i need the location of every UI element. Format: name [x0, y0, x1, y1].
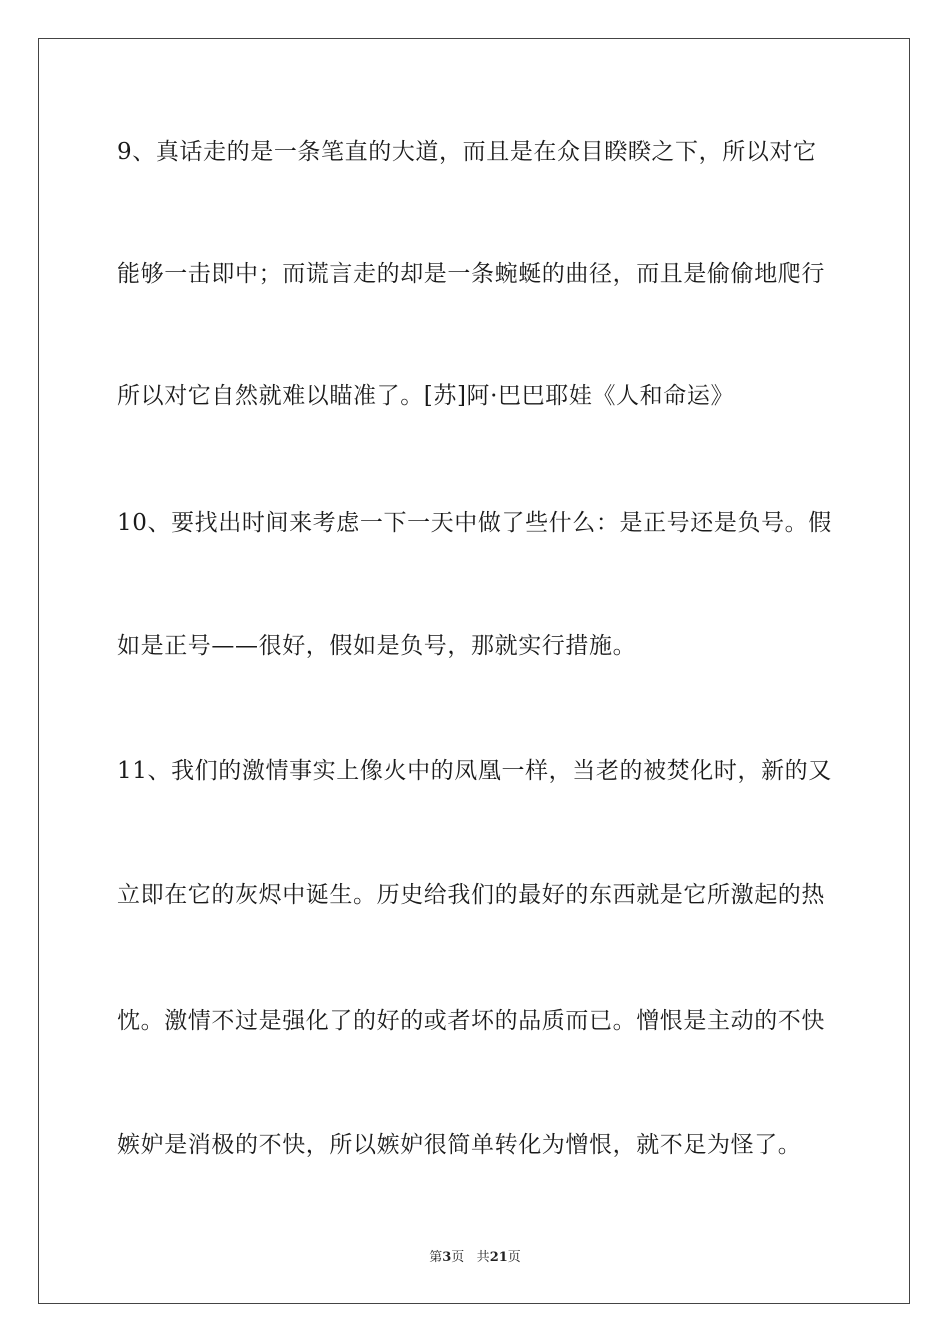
page-prefix: 第 — [429, 1250, 443, 1265]
total-pages: 21 — [489, 1250, 508, 1265]
text-line-6: 11、我们的激情事实上像火中的凤凰一样，当老的被焚化时，新的又 — [117, 758, 832, 784]
text-line-8: 忱。激情不过是强化了的好的或者坏的品质而已。憎恨是主动的不快 — [117, 1008, 825, 1034]
text-line-9: 嫉妒是消极的不快，所以嫉妒很简单转化为憎恨，就不足为怪了。 — [117, 1132, 802, 1158]
page-footer — [0, 1246, 950, 1265]
text-line-3: 所以对它自然就难以瞄准了。[苏]阿·巴巴耶娃《人和命运》 — [117, 383, 735, 409]
page-suffix: 页 — [451, 1250, 465, 1265]
page-border — [38, 38, 910, 1304]
total-suffix: 页 — [507, 1250, 521, 1265]
text-line-7: 立即在它的灰烬中诞生。历史给我们的最好的东西就是它所激起的热 — [117, 882, 825, 908]
text-line-1: 9、真话走的是一条笔直的大道，而且是在众目睽睽之下，所以对它 — [117, 139, 817, 165]
text-line-4: 10、要找出时间来考虑一下一天中做了些什么：是正号还是负号。假 — [117, 510, 832, 536]
page-number: 3 — [442, 1250, 452, 1265]
text-line-5: 如是正号——很好，假如是负号，那就实行措施。 — [117, 633, 637, 659]
text-line-2: 能够一击即中；而谎言走的却是一条蜿蜒的曲径，而且是偷偷地爬行 — [117, 261, 825, 287]
total-prefix: 共 — [476, 1250, 490, 1265]
